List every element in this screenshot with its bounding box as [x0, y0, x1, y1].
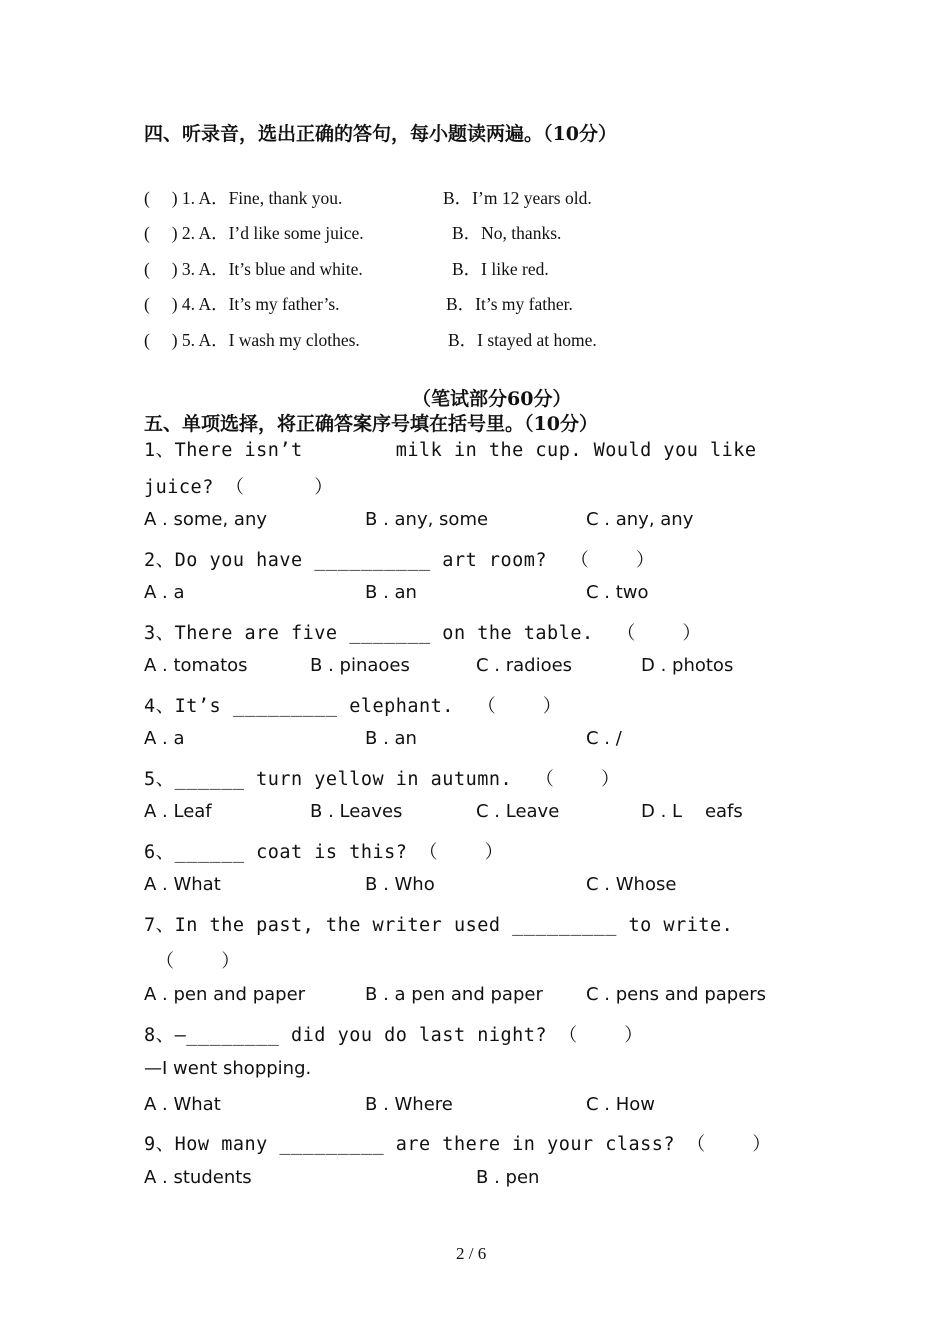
question-5-stem: 5、______ turn yellow in autumn. （ ） [144, 769, 620, 790]
question-6-option-c: C . Whose [586, 874, 677, 895]
question-6-option-a: A . What [144, 874, 221, 895]
listen-item-3-b: B．I like red. [452, 259, 549, 279]
question-3-option-d: D . photos [641, 655, 734, 676]
question-7-option-b: B . a pen and paper [365, 984, 543, 1005]
question-3-option-c: C . radioes [476, 655, 573, 676]
question-8-option-a: A . What [144, 1094, 221, 1115]
listen-item-1-b: B．I’m 12 years old. [443, 188, 592, 208]
section5-heading: 五、单项选择，将正确答案序号填在括号里。（10分） [144, 413, 598, 435]
question-6-option-b: B . Who [365, 874, 435, 895]
question-1-option-b: B . any, some [365, 509, 489, 530]
question-7-option-c: C . pens and papers [586, 984, 767, 1005]
question-9-option-b: B . pen [476, 1167, 540, 1188]
question-8-stem: 8、—________ did you do last night? （ ） [144, 1025, 644, 1046]
question-3-stem: 3、There are five _______ on the table. （ ） [144, 623, 702, 644]
question-1-option-a: A . some, any [144, 509, 268, 530]
question-4-option-a: A . a [144, 728, 185, 749]
question-5-option-d: D . L eafs [641, 801, 743, 822]
listen-item-4-a: ( ) 4. A．It’s my father’s. [144, 294, 340, 314]
question-7-option-a: A . pen and paper [144, 984, 306, 1005]
listen-item-1-a: ( ) 1. A．Fine, thank you. [144, 188, 343, 208]
question-1-stem-cont: juice? （ ） [144, 477, 334, 498]
question-9-option-a: A . students [144, 1167, 252, 1188]
question-1-option-c: C . any, any [586, 509, 694, 530]
section4-heading: 四、听录音，选出正确的答句，每小题读两遍。（10分） [144, 123, 617, 145]
question-6-stem: 6、______ coat is this? （ ） [144, 842, 504, 863]
written-part-title: （笔试部分60分） [412, 388, 572, 410]
question-5-option-c: C . Leave [476, 801, 560, 822]
question-9-stem: 9、How many _________ are there in your class? （ ） [144, 1134, 772, 1155]
listen-item-3-a: ( ) 3. A．It’s blue and white. [144, 259, 363, 279]
question-2-option-c: C . two [586, 582, 649, 603]
question-5-option-b: B . Leaves [310, 801, 403, 822]
question-8-answer-line: —I went shopping. [144, 1058, 312, 1079]
question-2-option-a: A . a [144, 582, 185, 603]
question-3-option-b: B . pinaoes [310, 655, 410, 676]
listen-item-5-b: B．I stayed at home. [448, 330, 597, 350]
question-7-stem-cont: （ ） [144, 951, 241, 972]
question-8-option-c: C . How [586, 1094, 656, 1115]
listen-item-2-a: ( ) 2. A．I’d like some juice. [144, 223, 364, 243]
listen-item-2-b: B．No, thanks. [452, 223, 562, 243]
listen-item-5-a: ( ) 5. A．I wash my clothes. [144, 330, 360, 350]
question-4-option-c: C . / [586, 728, 622, 749]
question-7-stem: 7、In the past, the writer used _________ to write. [144, 915, 734, 936]
page-number: 2 / 6 [456, 1244, 487, 1263]
question-1-stem: 1、There isn’t milk in the cup. Would you like [144, 440, 757, 461]
question-2-stem: 2、Do you have __________ art room? （ ） [144, 550, 655, 571]
question-4-option-b: B . an [365, 728, 417, 749]
question-8-option-b: B . Where [365, 1094, 453, 1115]
question-3-option-a: A . tomatos [144, 655, 248, 676]
question-2-option-b: B . an [365, 582, 417, 603]
question-4-stem: 4、It’s _________ elephant. （ ） [144, 696, 562, 717]
question-5-option-a: A . Leaf [144, 801, 212, 822]
listen-item-4-b: B．It’s my father. [446, 294, 573, 314]
